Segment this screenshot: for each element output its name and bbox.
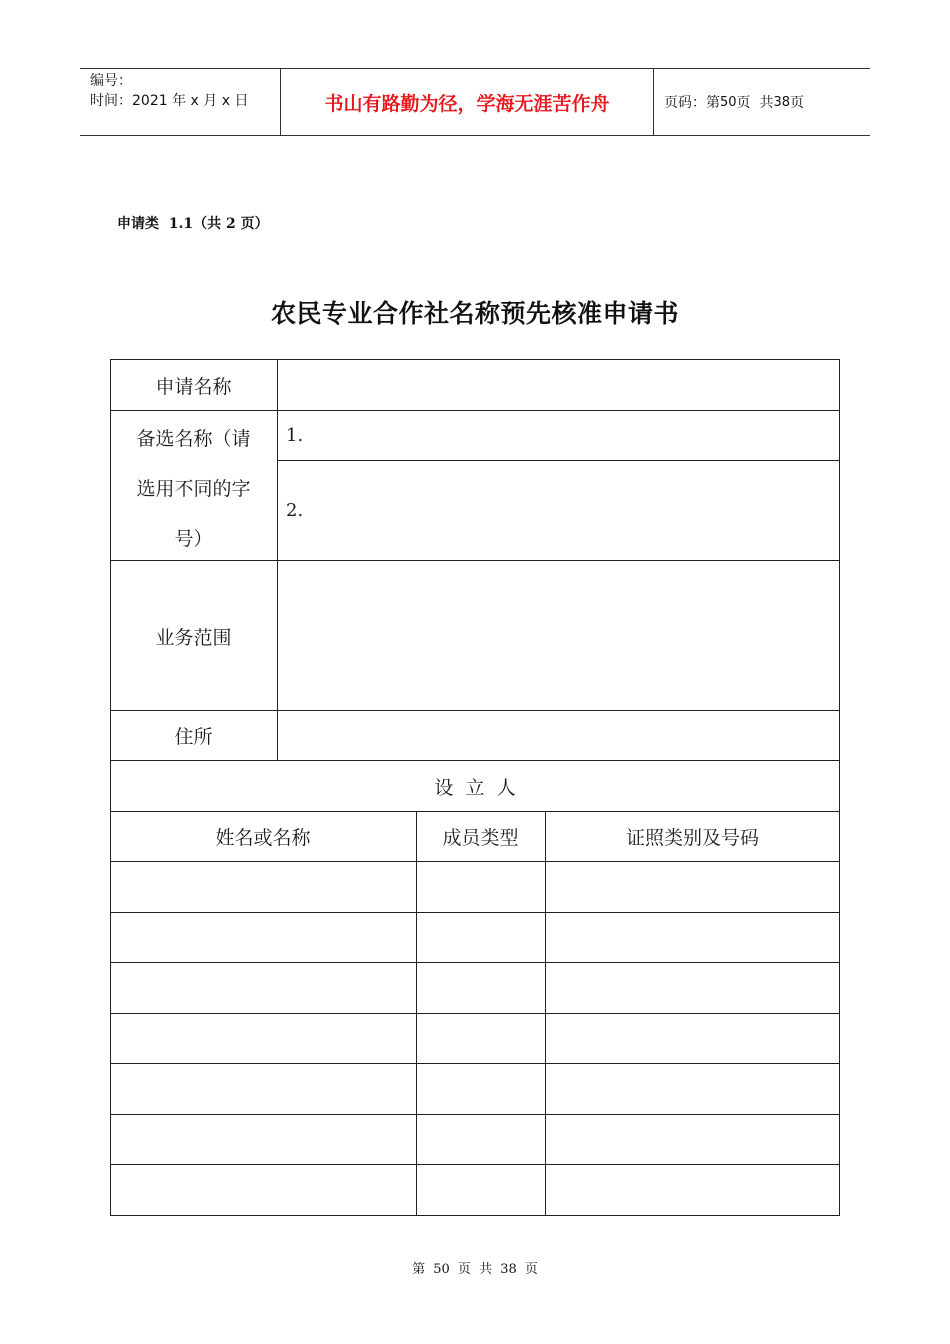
time-line: [90, 91, 280, 111]
rule-6: [110, 811, 840, 812]
alt-name-label-line3: 号）: [174, 528, 213, 550]
alt-name-1-field[interactable]: [300, 411, 839, 460]
alt-name-label-line1: 备选名称（请: [136, 428, 251, 450]
page-label: 页码：第: [664, 95, 720, 111]
page-mid: 页 共: [736, 95, 774, 111]
page-header: [80, 68, 870, 136]
address-field[interactable]: [278, 711, 839, 760]
header-motto: 书山有路勤为径，学海无涯苦作舟: [281, 69, 654, 135]
table-row[interactable]: [111, 862, 839, 912]
form-category: 申请类 1.1（共 2 页）: [117, 216, 269, 232]
table-row[interactable]: [111, 1115, 839, 1164]
page-total: 38: [773, 94, 790, 110]
table-row[interactable]: [111, 963, 839, 1013]
alt-name-2-number: 2.: [286, 500, 304, 521]
page-end: 页: [790, 95, 804, 111]
header-page-info: [654, 69, 870, 135]
time-label: 时间：: [90, 93, 132, 109]
page-title: 农民专业合作社名称预先核准申请书: [270, 299, 679, 328]
column-header-member-type: 成员类型: [442, 827, 519, 849]
founders-heading: 设 立 人: [434, 777, 516, 799]
number-label: 编号：: [90, 73, 132, 89]
time-year: 2021: [132, 93, 168, 109]
apply-name-label: 申请名称: [155, 376, 232, 398]
address-label: 住所: [174, 726, 213, 748]
column-header-license: 证照类别及号码: [625, 827, 759, 849]
table-row[interactable]: [111, 1064, 839, 1114]
alt-name-label-line2: 选用不同的字: [136, 478, 251, 500]
alt-name-2-field[interactable]: [300, 461, 839, 560]
alt-name-1-number: 1.: [286, 425, 304, 446]
time-rest: 年 x 月 x 日: [172, 93, 249, 109]
apply-name-field[interactable]: [278, 360, 839, 410]
business-scope-label: 业务范围: [155, 627, 232, 649]
business-scope-field[interactable]: [278, 561, 839, 710]
page-footer: 第 50 页 共 38 页: [412, 1262, 538, 1277]
rule-5: [110, 760, 840, 761]
table-row[interactable]: [111, 1165, 839, 1215]
header-meta: [80, 69, 281, 135]
table-row[interactable]: [111, 1014, 839, 1063]
column-header-name: 姓名或名称: [215, 827, 311, 849]
table-row[interactable]: [111, 913, 839, 962]
page-current: 50: [720, 94, 737, 110]
